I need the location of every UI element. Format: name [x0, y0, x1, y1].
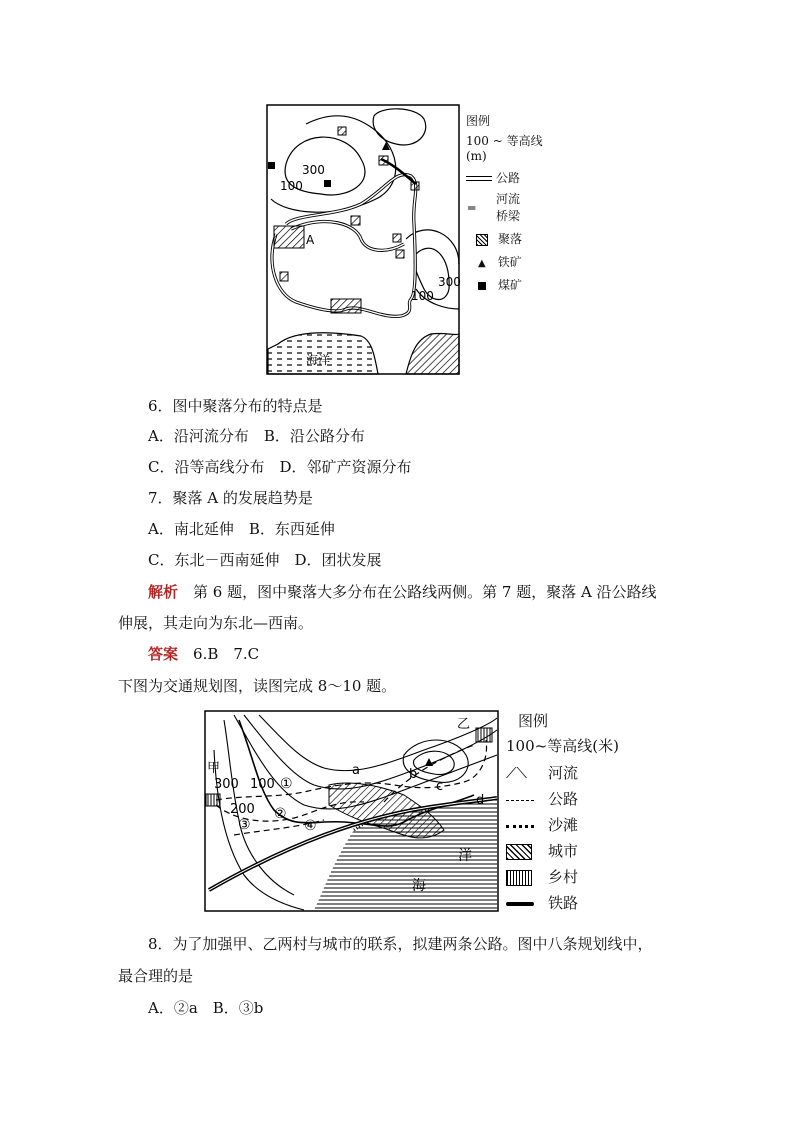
q6-options-1	[148, 426, 365, 446]
legend-coal: 煤矿	[498, 278, 523, 292]
answer-tag: 答案	[148, 645, 179, 663]
legend-settlement: 聚落	[498, 232, 523, 246]
legend2-beach: 沙滩	[548, 816, 579, 834]
iron-legend-icon: ▲	[478, 258, 486, 269]
village-jia	[206, 794, 220, 806]
legend-river: 河流	[496, 192, 521, 206]
label-A: A	[306, 233, 315, 247]
label-ocean: 海洋	[306, 353, 331, 367]
river-legend-icon: ⟋⟍	[506, 764, 528, 782]
q6-opt-b: B．沿公路分布	[263, 427, 365, 445]
legend-contour-label: 等高线 (m)	[466, 134, 543, 163]
legend-title: 图例	[466, 114, 491, 128]
label-100-right: 100	[411, 289, 434, 303]
city-legend-icon	[506, 844, 532, 860]
legend2-contour-label: 等高线(米)	[547, 737, 619, 755]
legend2-road: 公路	[548, 790, 579, 808]
q6-opt-a: A．沿河流分布	[148, 427, 249, 445]
legend2-village: 乡村	[548, 868, 579, 886]
q6-opt-d: D．邻矿产资源分布	[279, 458, 412, 476]
road-legend-icon	[466, 176, 492, 181]
q7-options-2	[148, 550, 382, 570]
q8-stem-1: 8．为了加强甲、乙两村与城市的联系，拟建两条公路。图中八条规划线中，	[148, 935, 653, 953]
label-200: 200	[230, 802, 255, 817]
legend2-river: 河流	[548, 764, 579, 782]
map-2-legend: 图例 100~等高线(米) ⟋⟍ 河流 公路 沙滩 城市 乡村 铁路	[506, 710, 646, 913]
q7-opt-d: D．团状发展	[294, 551, 382, 569]
label-a: a	[352, 763, 360, 778]
q8-options: A．②a B．③b	[148, 999, 264, 1017]
legend-bridge: 桥梁	[496, 209, 521, 223]
label-b: b	[409, 767, 418, 782]
settlement-bottom	[331, 299, 361, 313]
legend2-city: 城市	[548, 842, 579, 860]
q7-opt-a: A．南北延伸	[148, 520, 234, 538]
label-c: c	[436, 779, 444, 794]
circle-2: ②	[274, 806, 287, 822]
circle-1: ①	[280, 776, 293, 792]
beach-legend-icon	[506, 825, 534, 828]
label-yi: 乙	[457, 717, 471, 732]
circle-4: ④	[304, 818, 317, 834]
analysis-line-2: 伸展，其走向为东北—西南。	[118, 614, 314, 632]
settlement-legend-icon	[476, 234, 488, 246]
q6-stem: 6．图中聚落分布的特点是	[148, 397, 323, 415]
coal-mine-1	[268, 162, 275, 169]
q7-opt-c: C．东北－西南延伸	[148, 551, 280, 569]
map-1-legend: 图例 100 ~ 等高线 (m) 公路 河流 ═ 桥梁 聚落 ▲ 铁矿 煤矿	[466, 112, 566, 293]
rail-legend-icon	[506, 902, 534, 906]
legend-iron: 铁矿	[497, 255, 522, 269]
q6-options-2	[148, 457, 412, 477]
label-300: 300	[214, 777, 239, 792]
intro-line: 下图为交通规划图，读图完成 8～10 题。	[118, 677, 397, 695]
road-legend2-icon	[506, 800, 534, 801]
legend2-rail: 铁路	[548, 894, 579, 912]
map-1	[266, 104, 566, 376]
map-2-svg	[204, 710, 504, 914]
legend-road: 公路	[496, 171, 521, 185]
q6-opt-c: C．沿等高线分布	[148, 458, 265, 476]
q7-options-1	[148, 519, 335, 539]
legend-contour-value: 100	[466, 134, 489, 148]
label-300-right: 300	[438, 275, 461, 289]
legend2-title: 图例	[518, 712, 549, 730]
coal-mine-2	[324, 180, 331, 187]
label-sea-2: 海	[412, 878, 426, 894]
label-300-left: 300	[302, 163, 325, 177]
label-100-left: 100	[280, 179, 303, 193]
bridge-legend-icon: ═	[468, 201, 476, 215]
answer-line	[148, 644, 259, 664]
analysis-line-1	[148, 582, 657, 602]
village-yi	[476, 728, 492, 742]
legend2-contour-value: 100	[506, 737, 535, 755]
settlement-A	[274, 226, 304, 248]
q7-stem: 7．聚落 A 的发展趋势是	[148, 489, 313, 507]
analysis-tag: 解析	[148, 583, 179, 601]
q7-opt-b: B．东西延伸	[248, 520, 335, 538]
village-legend-icon	[506, 870, 532, 886]
circle-3: ③	[238, 817, 251, 833]
answer-text: 6.B 7.C	[193, 645, 260, 663]
map-2	[204, 710, 644, 914]
coal-legend-icon	[478, 282, 486, 290]
label-d: d	[476, 793, 485, 808]
analysis-text-1: 第 6 题，图中聚落大多分布在公路线两侧。第 7 题，聚落 A 沿公路线	[193, 583, 657, 601]
q8-stem-2: 最合理的是	[118, 967, 194, 985]
label-sea-1: 洋	[458, 848, 472, 864]
label-100: 100	[250, 777, 275, 792]
label-jia: 甲	[207, 761, 221, 776]
